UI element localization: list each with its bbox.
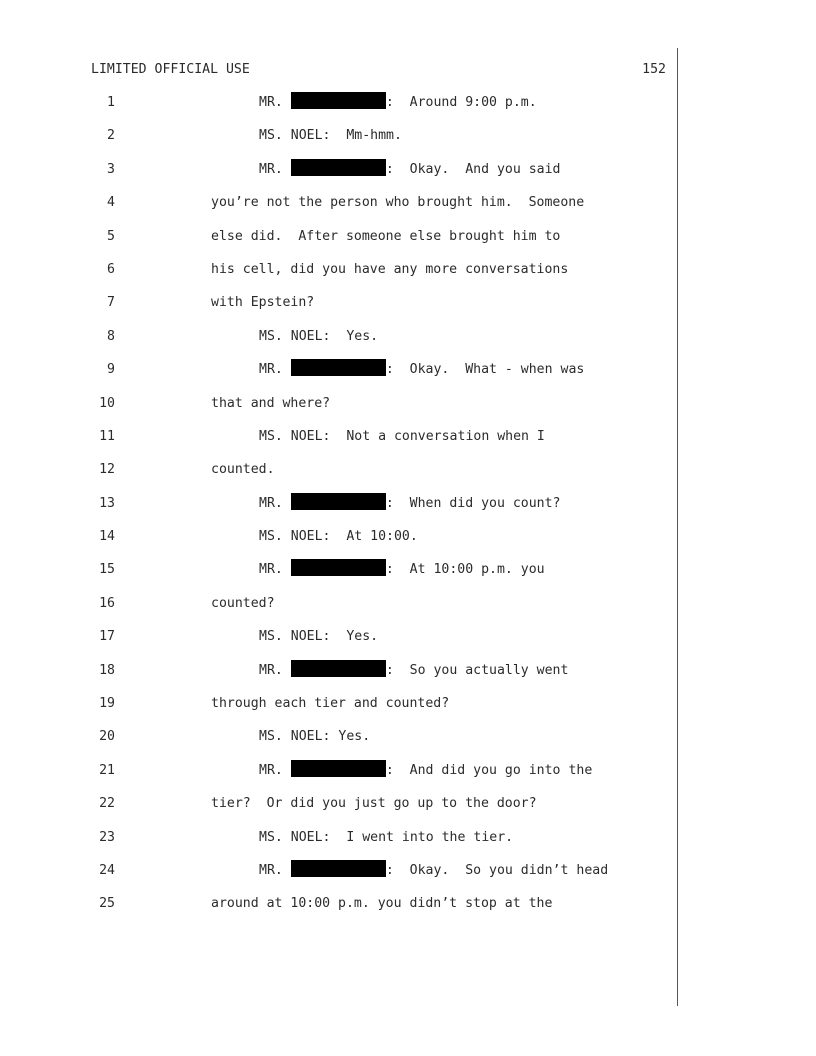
line-number: 19 [99, 696, 115, 712]
speaker-label: MR. [259, 495, 283, 511]
speaker-line [259, 156, 561, 184]
transcript-line [0, 523, 816, 556]
speaker-label: MR. [259, 862, 283, 878]
line-number: 5 [107, 228, 115, 244]
transcript-line [0, 156, 816, 189]
continuation-line [211, 289, 314, 317]
transcript-line [0, 824, 816, 857]
speaker-line [259, 623, 378, 651]
line-number: 23 [99, 829, 115, 845]
speaker-line [259, 857, 608, 885]
line-number: 20 [99, 729, 115, 745]
redaction-box [291, 359, 386, 376]
speaker-label: MS. NOEL: [259, 629, 331, 645]
speaker-label: MR. [259, 362, 283, 378]
speaker-line [259, 490, 561, 518]
transcript-line [0, 356, 816, 389]
line-number: 1 [107, 95, 115, 110]
line-text: that and where? [211, 395, 331, 411]
line-text: I went into the tier. [330, 829, 514, 845]
transcript-line [0, 556, 816, 589]
transcript-line [0, 490, 816, 523]
speaker-label: MR. [259, 95, 283, 110]
speaker-line [259, 423, 545, 451]
speaker-line [259, 89, 537, 117]
line-number: 3 [107, 161, 115, 177]
transcript-line [0, 189, 816, 222]
speaker-label: MS. NOEL: [259, 829, 331, 845]
transcript-lines [0, 89, 816, 924]
speaker-line [259, 356, 584, 384]
speaker-line [259, 723, 370, 751]
transcript-line [0, 623, 816, 656]
line-text: : And did you go into the [385, 762, 593, 778]
line-number: 13 [99, 495, 115, 511]
line-number: 14 [99, 529, 115, 545]
line-text: : When did you count? [385, 495, 561, 511]
speaker-line [259, 824, 513, 852]
speaker-label: MS. NOEL: [259, 128, 331, 144]
continuation-line [211, 390, 330, 418]
line-number: 9 [107, 362, 115, 378]
redaction-box [291, 159, 386, 176]
line-number: 24 [99, 862, 115, 878]
line-number: 15 [99, 562, 115, 578]
line-text: : Okay. And you said [385, 161, 561, 177]
line-number: 2 [107, 128, 115, 144]
transcript-line [0, 289, 816, 322]
continuation-line [211, 690, 449, 718]
classification-header: LIMITED OFFICIAL USE [91, 62, 250, 77]
line-text: : At 10:00 p.m. you [385, 562, 545, 578]
line-text: tier? Or did you just go up to the door? [211, 796, 537, 812]
line-text: At 10:00. [330, 529, 418, 545]
transcript-line [0, 790, 816, 823]
continuation-line [211, 456, 275, 484]
continuation-line [211, 890, 552, 918]
speaker-label: MS. NOEL: [259, 428, 331, 444]
transcript-line [0, 723, 816, 756]
speaker-label: MS. NOEL: [259, 729, 331, 745]
line-number: 21 [99, 762, 115, 778]
transcript-line [0, 690, 816, 723]
transcript-line [0, 857, 816, 890]
line-text: Yes. [330, 629, 379, 645]
line-text: Yes. [330, 328, 379, 344]
transcript-line [0, 89, 816, 122]
line-text: with Epstein? [211, 295, 315, 311]
speaker-label: MS. NOEL: [259, 529, 331, 545]
line-text: Mm-hmm. [330, 128, 402, 144]
line-number: 8 [107, 328, 115, 344]
line-text: his cell, did you have any more conversations [211, 261, 569, 277]
line-text: : Okay. What - when was [385, 362, 585, 378]
line-text: through each tier and counted? [211, 696, 450, 712]
continuation-line [211, 256, 568, 284]
redaction-box [291, 660, 386, 677]
speaker-line [259, 323, 378, 351]
line-number: 11 [99, 428, 115, 444]
line-text: Not a conversation when I [330, 428, 545, 444]
transcript-line [0, 223, 816, 256]
speaker-label: MR. [259, 762, 283, 778]
line-number: 22 [99, 796, 115, 812]
transcript-line [0, 657, 816, 690]
continuation-line [211, 790, 537, 818]
transcript-line [0, 423, 816, 456]
page-number: 152 [642, 62, 666, 77]
continuation-line [211, 590, 275, 618]
continuation-line [211, 189, 584, 217]
line-text: : So you actually went [385, 662, 569, 678]
line-number: 25 [99, 896, 115, 912]
line-number: 4 [107, 195, 115, 211]
line-text: you’re not the person who brought him. Someone [211, 195, 585, 211]
transcript-line [0, 590, 816, 623]
line-text: around at 10:00 p.m. you didn’t stop at the [211, 896, 553, 912]
redaction-box [291, 559, 386, 576]
speaker-label: MS. NOEL: [259, 328, 331, 344]
line-text: : Okay. So you didn’t head [385, 862, 609, 878]
line-text: Yes. [330, 729, 371, 745]
speaker-line [259, 523, 418, 551]
speaker-line [259, 657, 568, 685]
transcript-line [0, 390, 816, 423]
line-number: 16 [99, 595, 115, 611]
line-number: 7 [107, 295, 115, 311]
transcript-line [0, 122, 816, 155]
line-number: 17 [99, 629, 115, 645]
transcript-line [0, 890, 816, 923]
transcript-line [0, 456, 816, 489]
speaker-label: MR. [259, 161, 283, 177]
redaction-box [291, 493, 386, 510]
continuation-line [211, 223, 560, 251]
line-number: 12 [99, 462, 115, 478]
speaker-label: MR. [259, 662, 283, 678]
transcript-line [0, 757, 816, 790]
redaction-box [291, 92, 386, 109]
line-number: 18 [99, 662, 115, 678]
transcript-line [0, 323, 816, 356]
line-number: 10 [99, 395, 115, 411]
speaker-line [259, 757, 592, 785]
redaction-box [291, 860, 386, 877]
line-text: counted? [211, 595, 275, 611]
line-number: 6 [107, 261, 115, 277]
speaker-label: MR. [259, 562, 283, 578]
line-text: : Around 9:00 p.m. [385, 95, 537, 110]
speaker-line [259, 556, 545, 584]
transcript-line [0, 256, 816, 289]
speaker-line [259, 122, 402, 150]
line-text: else did. After someone else brought him to [211, 228, 561, 244]
line-text: counted. [211, 462, 275, 478]
redaction-box [291, 760, 386, 777]
